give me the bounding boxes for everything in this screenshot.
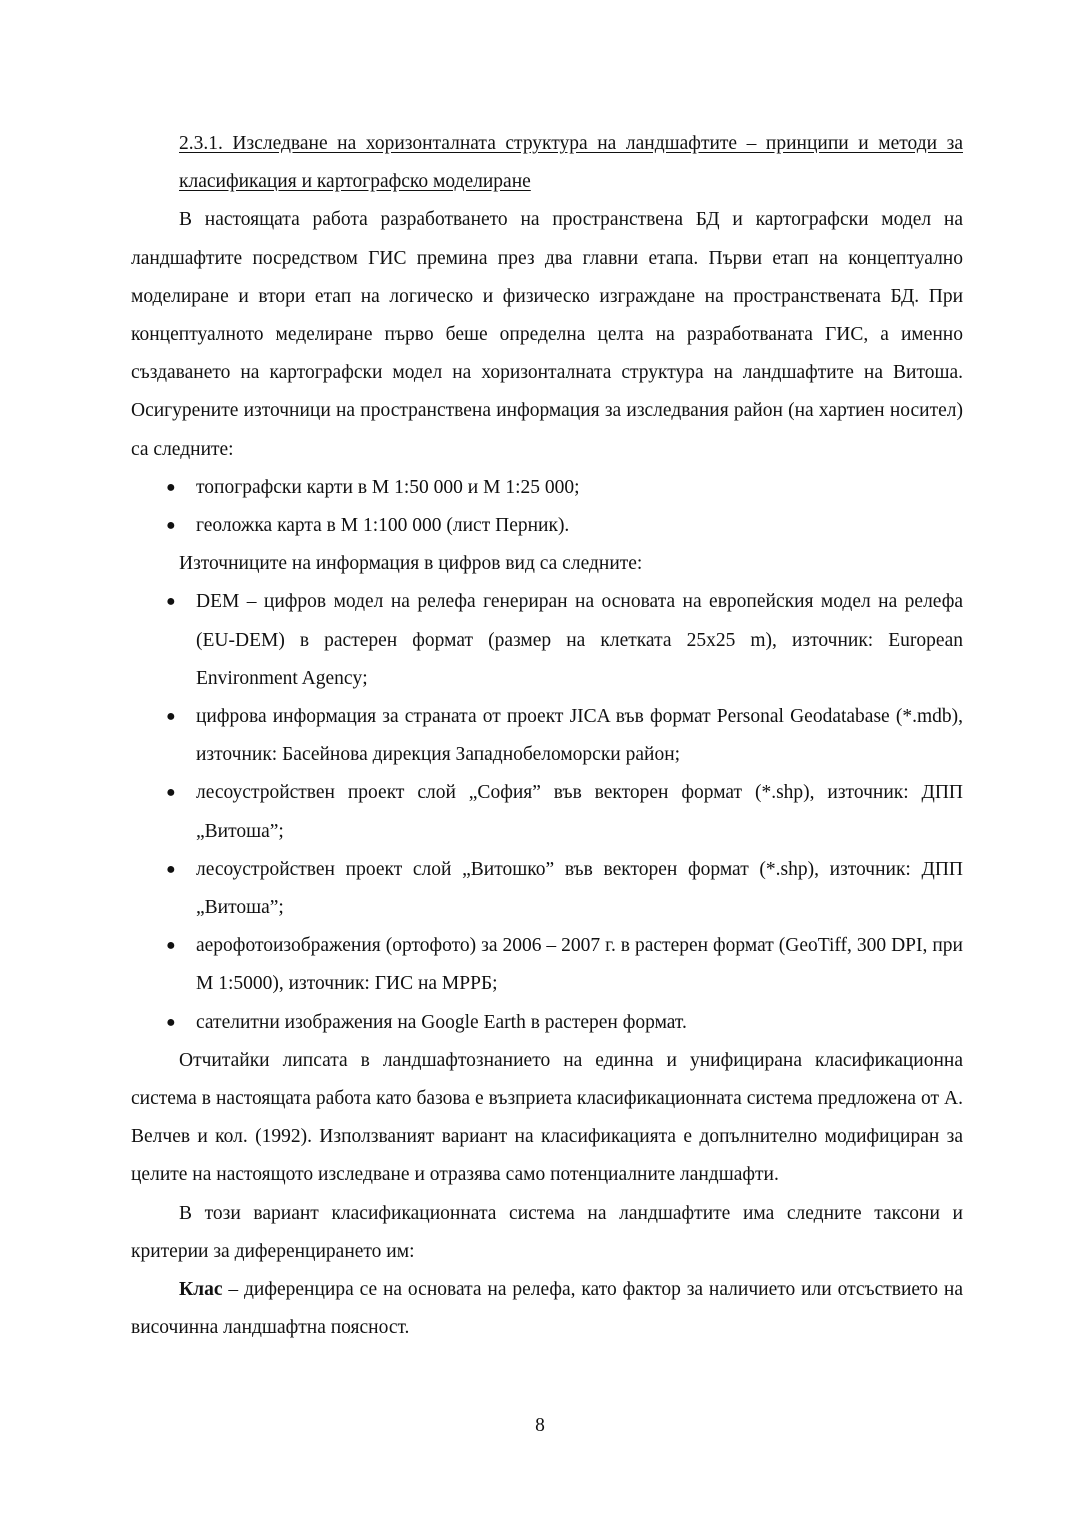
section-heading — [131, 125, 963, 201]
list-item — [131, 851, 963, 927]
bullet-icon: ● — [166, 937, 176, 955]
page-content — [131, 125, 963, 1348]
taxa-paragraph: В този вариант класификационната система на ландшафтите има следните таксони и критерии за диференцирането им: — [131, 1202, 963, 1262]
list-item-text: лесоустройствен проект слой „София” във векторен формат (*.shp), източник: ДПП „Витоша”; — [196, 782, 963, 842]
bullet-icon: ● — [166, 860, 176, 878]
list-item-text: геоложка карта в М 1:100 000 (лист Перник). — [196, 515, 570, 537]
list-item-text: лесоустройствен проект слой „Витошко” във векторен формат (*.shp), източник: ДПП „Витоша”; — [196, 858, 963, 919]
class-paragraph — [131, 1271, 963, 1347]
bullet-icon: ● — [166, 593, 176, 611]
digital-sources-intro: Източниците на информация в цифров вид са следните: — [179, 553, 643, 575]
list-item — [131, 1004, 963, 1042]
section-heading-text: 2.3.1. Изследване на хоризонталната структура на ландшафтите – принципи и методи за класификация и картографско моделиране — [179, 133, 963, 193]
list-item-text: топографски карти в М 1:50 000 и М 1:25 000; — [196, 476, 580, 498]
bullet-icon: ● — [166, 1013, 176, 1031]
class-definition: – диференцира се на основата на релефа, като фактор за наличието или отсъствието на височинна ландшафтна поясност. — [131, 1279, 963, 1339]
intro-paragraph: В настоящата работа разработването на пространствена БД и картографски модел на ландшафтите посредством ГИС премина през два главни етапа. Първи етап на концептуално моделиране и втори етап на логическо и физическо изграждане на пространствената БД. При концептуалното меделиране първо беше определна целта на разработваната ГИС, а именно създаването на картографски модел на хоризонталната структура на ландшафтите на Витоша. Осигурените източници на пространствена информация за изследвания район (на хартиен носител) са следните: — [131, 209, 963, 460]
list-item — [131, 583, 963, 698]
list-item-text: сателитни изображения на Google Earth в растерен формат. — [196, 1011, 687, 1033]
bullet-icon: ● — [166, 478, 176, 496]
list-item — [131, 698, 963, 774]
bullet-icon: ● — [166, 708, 176, 726]
bullet-icon: ● — [166, 517, 176, 535]
list-item — [131, 469, 963, 507]
page-number: 8 — [535, 1415, 545, 1436]
list-item — [131, 927, 963, 1003]
digital-sources-list — [131, 583, 963, 1041]
list-item-text: цифрова информация за страната от проект JICA във формат Personal Geodatabase (*.mdb), източник: Басейнова дирекция Западнобеломорски район; — [196, 706, 963, 766]
classification-paragraph: Отчитайки липсата в ландшафтознанието на единна и унифицирана класификационна система в настоящата работа като базова е възприета класификационната система предложена от А. Велчев и кол. (1992). Използваният вариант на класификацията е допълнително модифициран за целите на настоящото изследване и отразява само потенциалните ландшафти. — [131, 1049, 963, 1186]
class-term: Клас — [179, 1279, 223, 1301]
list-item-text: аерофотоизображения (ортофото) за 2006 – 2007 г. в растерен формат (GeoTiff, 300 DPI, при М 1:5000), източник: ГИС на МРРБ; — [196, 935, 963, 995]
paper-sources-list — [131, 469, 963, 545]
bullet-icon: ● — [166, 784, 176, 802]
list-item — [131, 774, 963, 850]
list-item — [131, 507, 963, 545]
list-item-text: DEM – цифров модел на релефа генериран на основата на европейския модел на релефа (EU-DEM) в растерен формат (размер на клетката 25x25 m), източник: European Environment Agency; — [196, 591, 963, 689]
